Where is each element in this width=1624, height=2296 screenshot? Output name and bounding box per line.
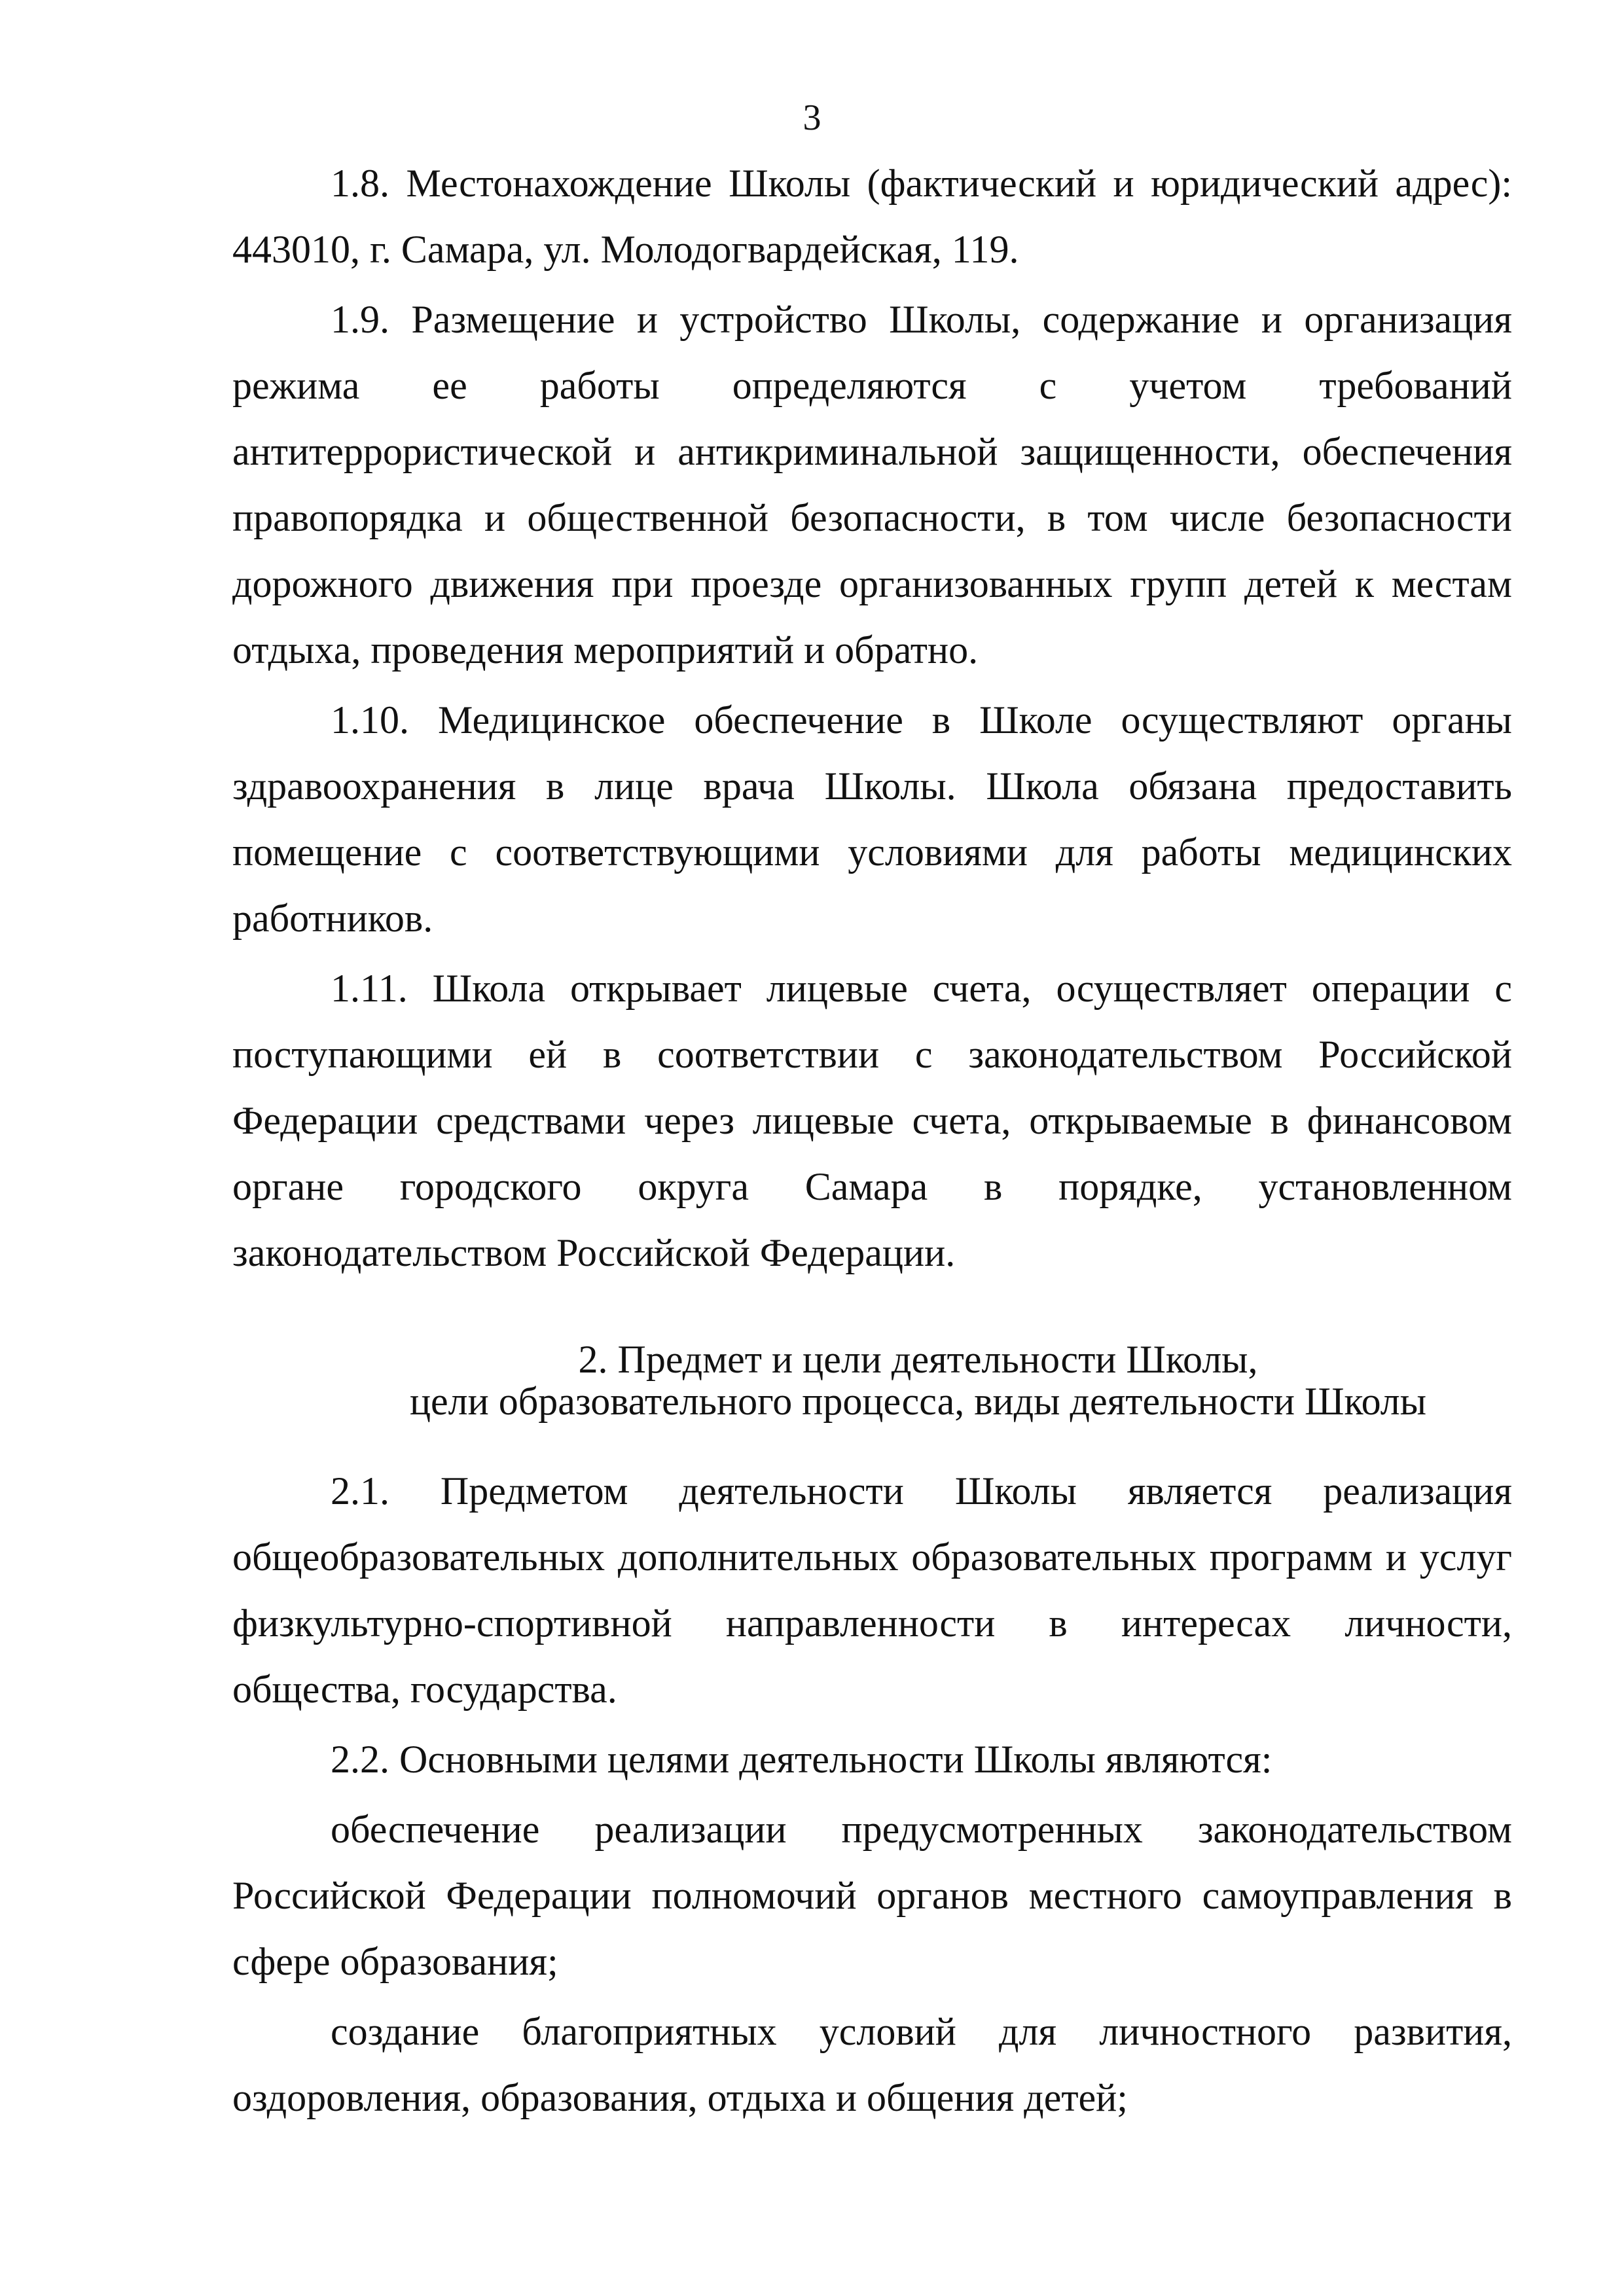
paragraph-1-9: 1.9. Размещение и устройство Школы, содержание и организация режима ее работы определяются с учетом требований антитеррористической и антикриминальной защищенности, обеспечения правопорядка и общественной безопасности, в том числе безопасности дорожного движения при проезде организованных групп детей к местам отдыха, проведения мероприятий и обратно. — [232, 298, 1512, 672]
document-body — [232, 151, 1512, 2135]
list-item-goal-2: создание благоприятных условий для личностного развития, оздоровления, образования, отдыха и общения детей; — [232, 2010, 1512, 2119]
paragraph-2-2: 2.2. Основными целями деятельности Школы являются: — [331, 1738, 1272, 1781]
paragraph-1-11: 1.11. Школа открывает лицевые счета, осуществляет операции с поступающими ей в соответствии с законодательством Российской Федерации средствами через лицевые счета, открываемые в финансовом органе городского округа Самара в порядке, установленном законодательством Российской Федерации. — [232, 967, 1512, 1274]
section-heading-line-1: 2. Предмет и цели деятельности Школы, — [578, 1338, 1258, 1381]
section-heading — [232, 1338, 1512, 1422]
list-item-goal-1: обеспечение реализации предусмотренных законодательством Российской Федерации полномочий органов местного самоуправления в сфере образования; — [232, 1808, 1512, 1983]
section-heading-line-2: цели образовательного процесса, виды деятельности Школы — [409, 1380, 1427, 1423]
paragraph-1-10: 1.10. Медицинское обеспечение в Школе осуществляют органы здравоохранения в лице врача Школы. Школа обязана предоставить помещение с соответствующими условиями для работы медицинских работников. — [232, 698, 1512, 940]
page-number: 3 — [803, 98, 821, 138]
paragraph-1-8: 1.8. Местонахождение Школы (фактический и юридический адрес): 443010, г. Самара, ул. Молодогвардейская, 119. — [232, 162, 1512, 271]
paragraph-2-1: 2.1. Предметом деятельности Школы является реализация общеобразовательных дополнительных образовательных программ и услуг физкультурно-спортивной направленности в интересах личности, общества, государства. — [232, 1469, 1512, 1711]
